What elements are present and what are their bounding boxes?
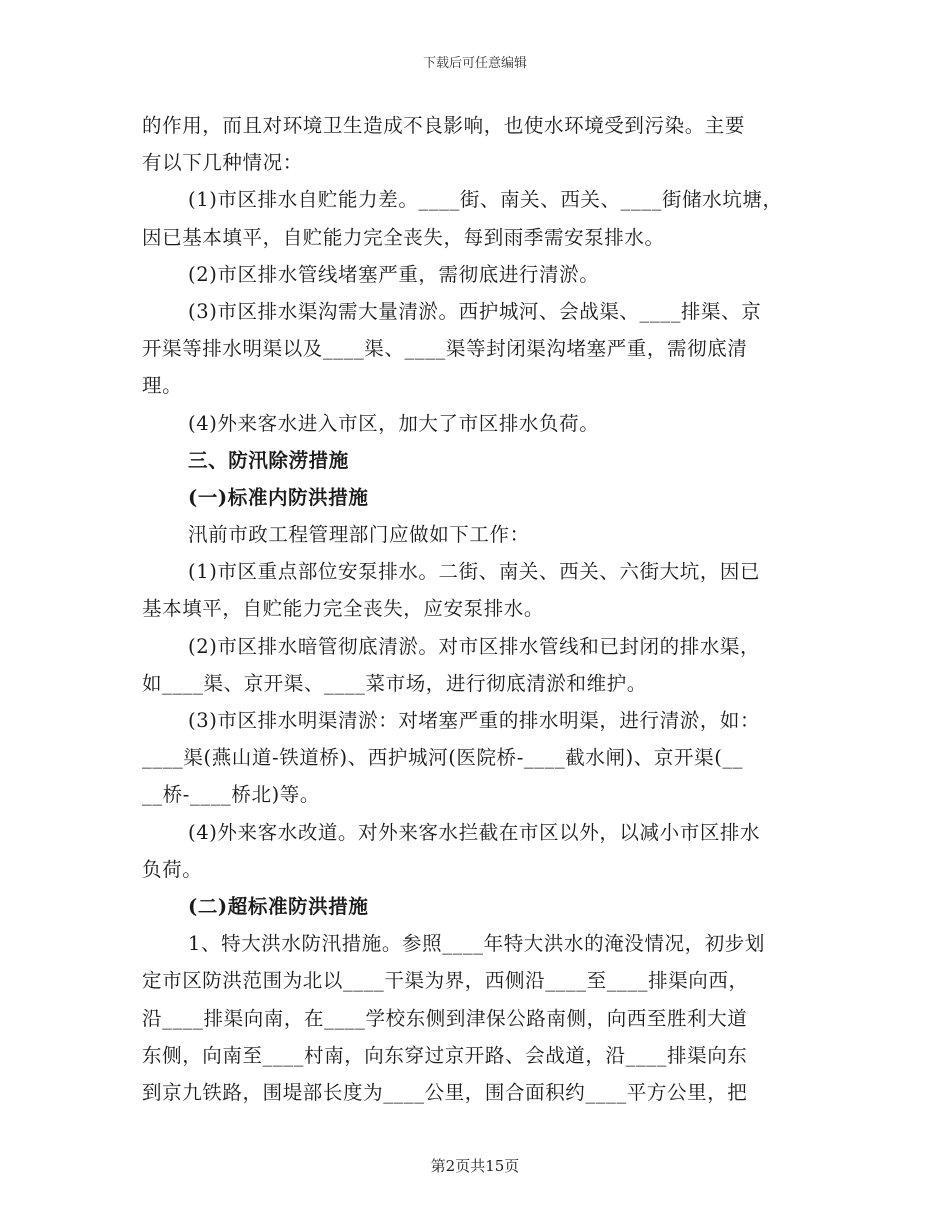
text-line: 因已基本填平，自贮能力完全丧失，每到雨季需安泵排水。 (142, 225, 665, 249)
text-line: 东侧，向南至____村南，向东穿过京开路、会战道，沿____排渠向东 (142, 1043, 748, 1067)
text-line: 有以下几种情况： (142, 151, 303, 175)
text-line: (3)市区排水渠沟需大量清淤。西护城河、会战渠、____排渠、京 (188, 299, 762, 323)
section-heading: (二)超标准防洪措施 (188, 894, 369, 918)
text-line: 的作用，而且对环境卫生造成不良影响，也使水环境受到污染。主要 (142, 114, 746, 137)
text-line: (4)外来客水进入市区，加大了市区排水负荷。 (188, 411, 600, 435)
text-line: 到京九铁路，围堤部长度为____公里，围合面积约____平方公里，把 (142, 1080, 748, 1104)
section-heading: (一)标准内防洪措施 (188, 485, 369, 509)
text-line: ____渠(燕山道-铁道桥)、西护城河(医院桥-____截水闸)、京开渠(__ (142, 746, 744, 770)
section-heading: 三、防汛除涝措施 (188, 448, 349, 472)
text-line: 定市区防洪范围为北以____干渠为界，西侧沿____至____排渠向西， (142, 969, 749, 993)
text-line: (1)市区重点部位安泵排水。二街、南关、西关、六街大坑，因已 (188, 560, 761, 584)
text-line: 如____渠、京开渠、____菜市场，进行彻底清淤和维护。 (142, 671, 647, 695)
text-line: (3)市区排水明渠清淤：对堵塞严重的排水明渠，进行清淤，如： (188, 709, 761, 732)
page-footer: 第2页共15页 (430, 1157, 520, 1175)
text-line: (2)市区排水管线堵塞严重，需彻底进行清淤。 (188, 262, 600, 286)
document-body (142, 107, 808, 1111)
text-line: (4)外来客水改道。对外来客水拦截在市区以外，以减小市区排水 (188, 820, 761, 844)
text-line: 基本填平，自贮能力完全丧失，应安泵排水。 (142, 597, 545, 621)
text-line: (1)市区排水自贮能力差。____街、南关、西关、____街储水坑塘， (188, 188, 783, 212)
text-line: 1、特大洪水防汛措施。参照____年特大洪水的淹没情况，初步划 (188, 932, 766, 956)
text-line: 沿____排渠向南，在____学校东侧到津保公路南侧，向西至胜利大道 (142, 1006, 748, 1030)
page-header: 下载后可任意编辑 (422, 56, 527, 71)
text-line: 开渠等排水明渠以及____渠、____渠等封闭渠沟堵塞严重，需彻底清 (142, 337, 748, 361)
text-line: __桥-____桥北)等。 (142, 783, 320, 807)
text-line: 负荷。 (142, 857, 203, 881)
text-line: 汛前市政工程管理部门应做如下工作： (188, 523, 530, 547)
text-line: 理。 (142, 374, 183, 398)
text-line: (2)市区排水暗管彻底清淤。对市区排水管线和已封闭的排水渠， (188, 634, 761, 658)
